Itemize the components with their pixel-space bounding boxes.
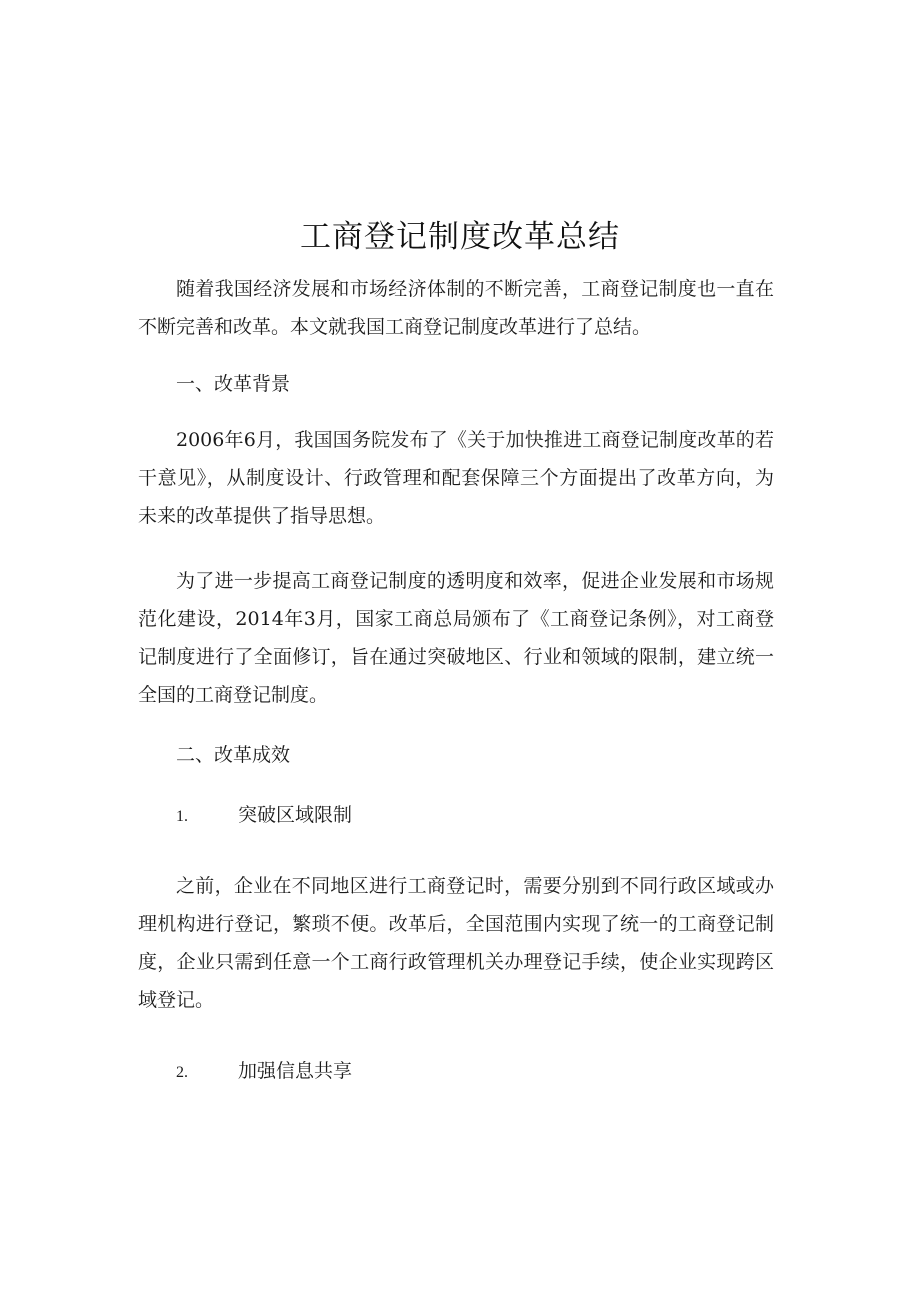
background-paragraph-1: 2006年6月，我国国务院发布了《关于加快推进工商登记制度改革的若干意见》，从制度设计、行政管理和配套保障三个方面提出了改革方向，为未来的改革提供了指导思想。 xyxy=(138,429,774,527)
result-item-1-heading xyxy=(176,796,352,836)
result-item-1-number: 1. xyxy=(176,808,188,825)
result-item-1-title: 突破区域限制 xyxy=(238,804,353,826)
intro-paragraph: 随着我国经济发展和市场经济体制的不断完善，工商登记制度也一直在不断完善和改革。本文就我国工商登记制度改革进行了总结。 xyxy=(138,278,774,338)
result-item-2-number: 2. xyxy=(176,1064,188,1081)
result-item-1-paragraph: 之前，企业在不同地区进行工商登记时，需要分别到不同行政区域或办理机构进行登记，繁琐不便。改革后，全国范围内实现了统一的工商登记制度，企业只需到任意一个工商行政管理机关办理登记手续，使企业实现跨区域登记。 xyxy=(138,875,774,1011)
document-title: 工商登记制度改革总结 xyxy=(300,219,620,255)
background-paragraph-2: 为了进一步提高工商登记制度的透明度和效率，促进企业发展和市场规范化建设，2014年3月，国家工商总局颁布了《工商登记条例》，对工商登记制度进行了全面修订，旨在通过突破地区、行业和领域的限制，建立统一全国的工商登记制度。 xyxy=(138,570,774,706)
section-heading-background: 一、改革背景 xyxy=(176,373,291,395)
section-heading-results: 二、改革成效 xyxy=(176,744,291,766)
result-item-2-title: 加强信息共享 xyxy=(238,1060,353,1082)
result-item-2-heading xyxy=(176,1052,352,1092)
